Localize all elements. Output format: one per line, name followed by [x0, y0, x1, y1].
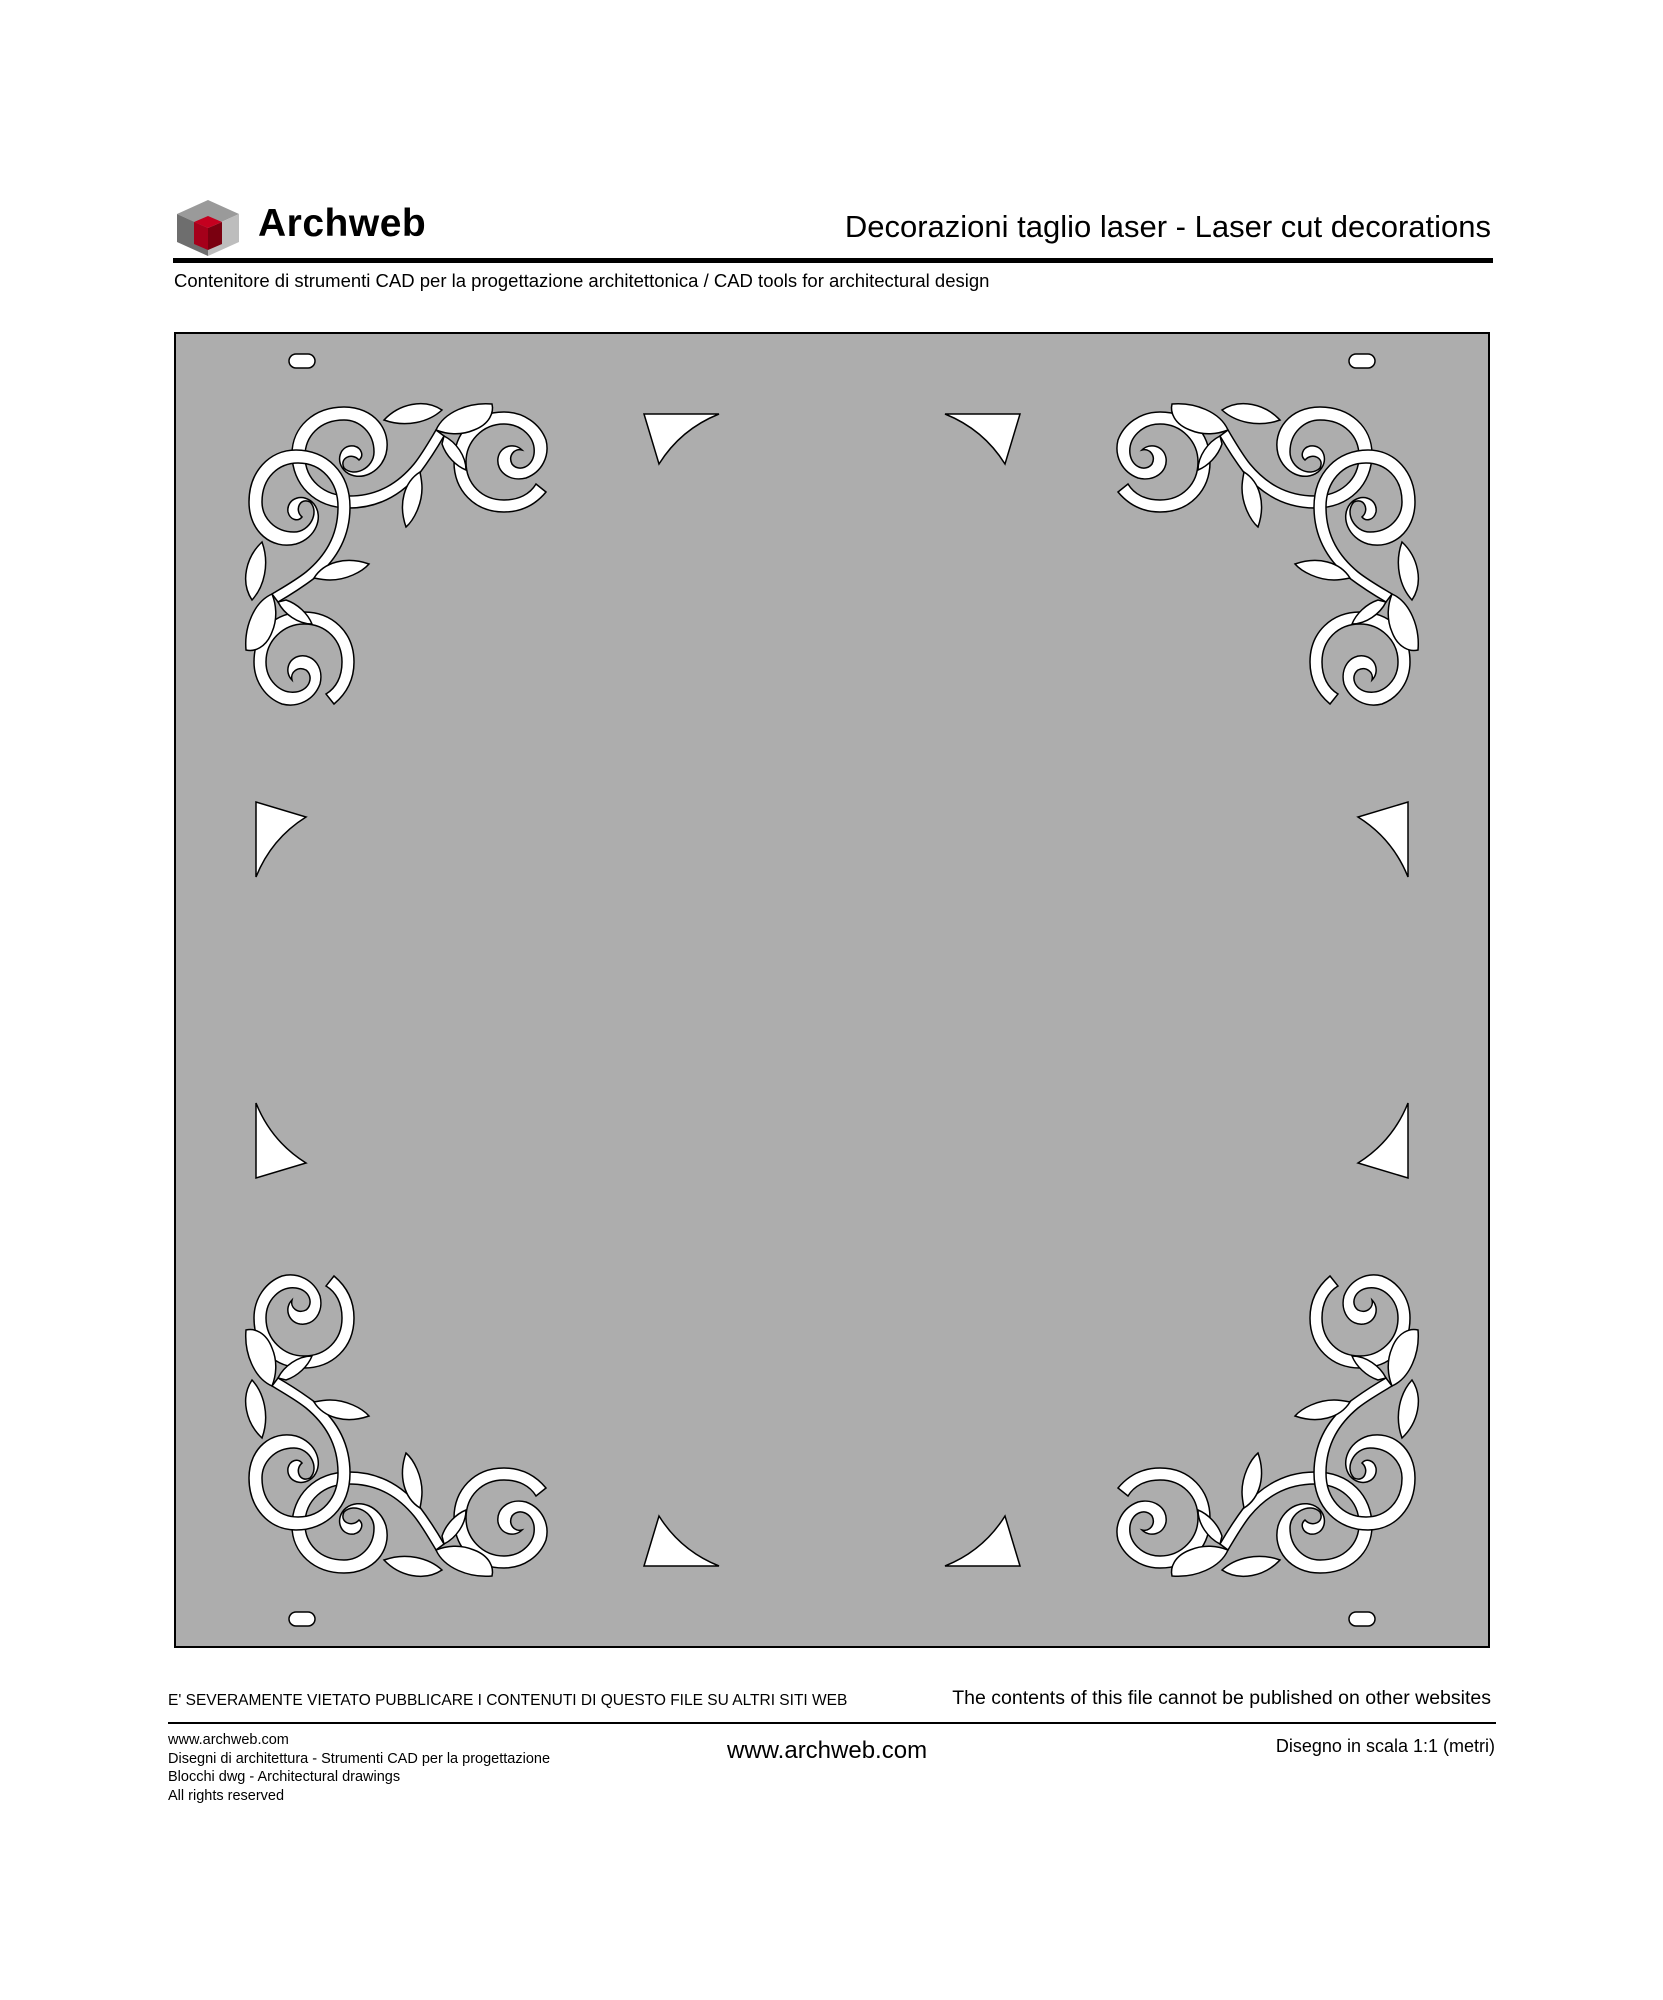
mounting-slot	[1349, 354, 1375, 368]
tagline: Contenitore di strumenti CAD per la progettazione architettonica / CAD tools for architectural design	[174, 270, 990, 291]
footer-website-url: www.archweb.com	[727, 1737, 928, 1764]
footer-info-line: All rights reserved	[168, 1787, 285, 1804]
drawing-scale-note: Disegno in scala 1:1 (metri)	[1275, 1736, 1495, 1756]
footer-info-line: www.archweb.com	[168, 1732, 289, 1748]
archweb-logo-icon	[177, 200, 239, 256]
footer-divider	[168, 1722, 1496, 1724]
mounting-slot	[289, 354, 315, 368]
copyright-warning-english: The contents of this file cannot be published on other websites	[952, 1687, 1491, 1709]
brand-name: Archweb	[258, 202, 427, 245]
footer-info	[168, 1731, 550, 1805]
mounting-slot	[289, 1612, 315, 1626]
panel-background	[175, 333, 1489, 1647]
header-divider	[173, 258, 1493, 263]
copyright-warning-italian: E' SEVERAMENTE VIETATO PUBBLICARE I CONTENUTI DI QUESTO FILE SU ALTRI SITI WEB	[168, 1692, 848, 1709]
document-title: Decorazioni taglio laser - Laser cut decorations	[844, 209, 1491, 244]
mounting-slot	[1349, 1612, 1375, 1626]
laser-cut-panel-drawing	[174, 332, 1490, 1648]
footer-info-line: Blocchi dwg - Architectural drawings	[168, 1769, 401, 1785]
footer-info-line: Disegni di architettura - Strumenti CAD per la progettazione	[168, 1750, 551, 1767]
